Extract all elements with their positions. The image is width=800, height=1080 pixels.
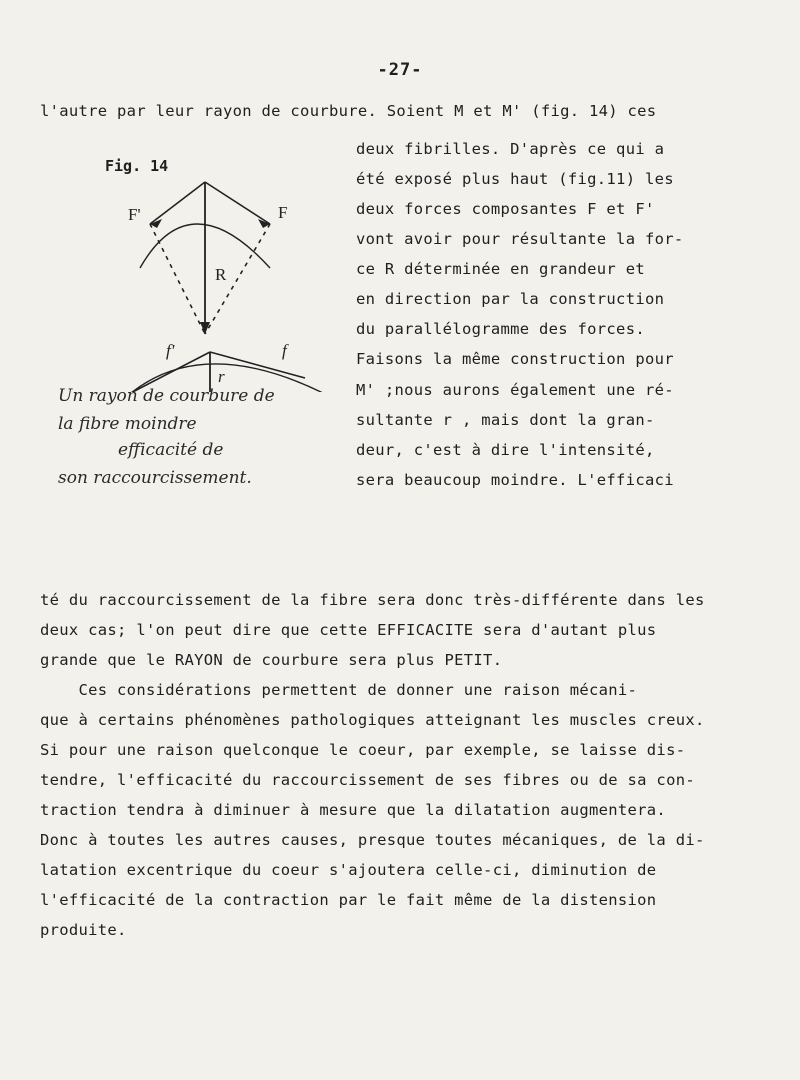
text-line: Donc à toutes les autres causes, presque toutes mécaniques, de la di- bbox=[40, 831, 705, 849]
text-line: M' ;nous aurons également une ré- bbox=[356, 381, 674, 399]
dash-left bbox=[150, 224, 205, 334]
text-line: deux cas; l'on peut dire que cette EFFICACITE sera d'autant plus bbox=[40, 621, 657, 639]
text-line: Ces considérations permettent de donner une raison mécani- bbox=[40, 681, 638, 699]
text-line: grande que le RAYON de courbure sera plus PETIT. bbox=[40, 651, 503, 669]
text-line: ce R déterminée en grandeur et bbox=[356, 260, 645, 278]
letter-f-left: f' bbox=[166, 341, 175, 360]
handwritten-note-line: la fibre moindre bbox=[58, 414, 197, 434]
letter-F-left: F' bbox=[128, 205, 141, 224]
text-line: deux fibrilles. D'après ce qui a bbox=[356, 140, 665, 158]
text-line: l'autre par leur rayon de courbure. Soient M et M' (fig. 14) ces bbox=[40, 102, 657, 120]
text-line: sera beaucoup moindre. L'efficaci bbox=[356, 471, 674, 489]
text-line: Si pour une raison quelconque le coeur, par exemple, se laisse dis- bbox=[40, 741, 686, 759]
figure-14-diagram bbox=[70, 172, 350, 392]
text-line: que à certains phénomènes pathologiques atteignant les muscles creux. bbox=[40, 711, 705, 729]
page-number: -27- bbox=[377, 60, 423, 80]
text-line: té du raccourcissement de la fibre sera donc très-différente dans les bbox=[40, 591, 705, 609]
text-line: deur, c'est à dire l'intensité, bbox=[356, 441, 655, 459]
text-line: sultante r , mais dont la gran- bbox=[356, 411, 655, 429]
text-line: été exposé plus haut (fig.11) les bbox=[356, 170, 674, 188]
text-line: du parallélogramme des forces. bbox=[356, 320, 645, 338]
text-line: vont avoir pour résultante la for- bbox=[356, 230, 684, 248]
force-left bbox=[150, 182, 205, 224]
text-line: Faisons la même construction pour bbox=[356, 350, 674, 368]
figure-label: Fig. 14 bbox=[105, 157, 169, 175]
handwritten-note-line: son raccourcissement. bbox=[58, 468, 252, 488]
handwritten-note-line: Un rayon de courbure de bbox=[58, 386, 275, 406]
text-line: produite. bbox=[40, 921, 127, 939]
letter-R: R bbox=[215, 265, 227, 284]
text-line: en direction par la construction bbox=[356, 290, 665, 308]
handwritten-note-line: efficacité de bbox=[118, 440, 224, 460]
text-line: latation excentrique du coeur s'ajoutera celle-ci, diminution de bbox=[40, 861, 657, 879]
force-right bbox=[205, 182, 270, 224]
text-line: deux forces composantes F et F' bbox=[356, 200, 655, 218]
text-line: l'efficacité de la contraction par le fait même de la distension bbox=[40, 891, 657, 909]
letter-f-right: f bbox=[282, 341, 287, 360]
text-line: traction tendra à diminuer à mesure que la dilatation augmentera. bbox=[40, 801, 667, 819]
text-line: tendre, l'efficacité du raccourcissement de ses fibres ou de sa con- bbox=[40, 771, 695, 789]
letter-r: r bbox=[218, 367, 225, 386]
letter-F-right: F bbox=[278, 203, 288, 222]
